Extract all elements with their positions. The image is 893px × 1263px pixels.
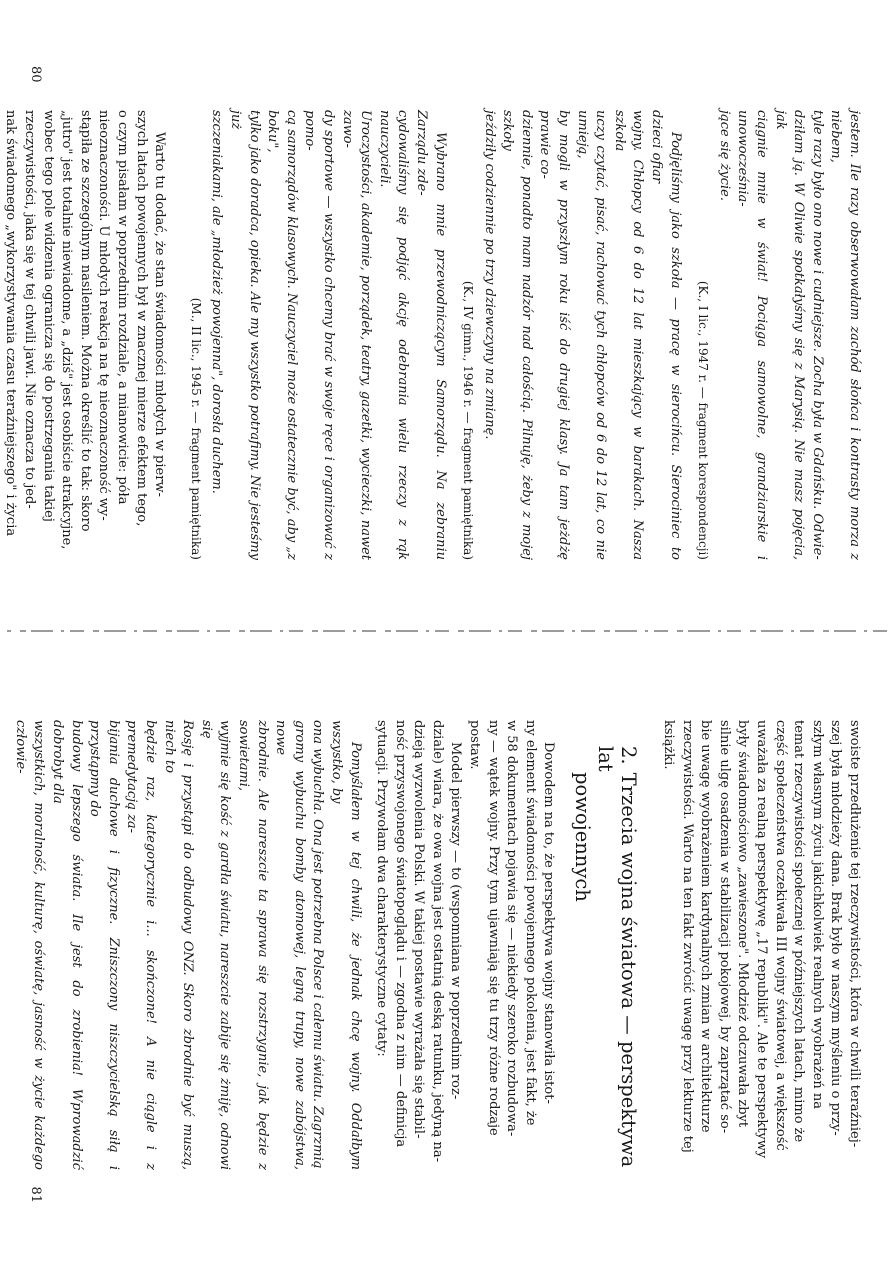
- text-line: były świadomościowo „zawieszone". Młodzież odczuwała zbyt: [735, 720, 751, 1128]
- text-line: będzie raz, kategorycznie i... skończone! A nie ciągle i z premedytacją za-: [124, 720, 158, 1170]
- letter-excerpt: [714, 110, 863, 560]
- section-title: Trzecia wojna światowa — perspektywa lat: [594, 746, 641, 1168]
- text-line: wojny. Chłopcy od 6 do 12 lat mieszkający w barakach. Nasza szkoła: [611, 110, 646, 560]
- text-line: wobec tego pole widzenia ogranicza się do postrzegania takiej: [40, 110, 56, 522]
- text-line: szłym własnym życiu jakichkolwiek realnych wyobrażeń na: [809, 720, 825, 1110]
- text-line: Model pierwszy — to (wspomniana w poprzednim roz-: [448, 742, 464, 1100]
- text-line: Dowodem na to, że perspektywa wojny stanowiła istot-: [541, 742, 557, 1104]
- right-page: [0, 632, 893, 1263]
- heading-line: powojennych: [571, 772, 595, 902]
- source-citation: (K., I lic., 1947 r. — fragment korespondencji): [696, 280, 711, 560]
- text-line: swoiste przedłużenie tej rzeczywistości, która w chwili teraźniej-: [847, 720, 862, 1148]
- section-number: 2.: [617, 746, 641, 765]
- text-line: cą samorządów klasowych. Nauczyciel może ostatecznie być, aby „z boku",: [265, 110, 299, 560]
- text-line: książki.: [661, 720, 677, 770]
- text-line: uczy czytać, pisać, rachować tych chłopców od 6 do 12 lat, co nie umieją,: [574, 110, 609, 560]
- text-line: ny element świadomości powojennego pokolenia, jest fakt, że: [522, 720, 538, 1126]
- text-line: dy sportowe — wszystko chcemy brać w swoje ręce i organizować z pomo-: [302, 110, 336, 560]
- text-line: Warto tu dodać, że stan świadomości młodych w pierw-: [152, 132, 168, 497]
- text-line: szych latach powojennych był w znacznej mierze efektem tego,: [133, 110, 149, 527]
- text-line: szej była młodzieży dana. Brak było w naszym myśleniu o przy-: [828, 720, 844, 1136]
- text-line: budowy lepszego świata. Ile jest do zrobienia! Wprowadzić dobrobyt dla: [50, 720, 84, 1170]
- text-line: dziennie, ponadto mam nadzór nad całością. Pilnuję, żeby z mojej szkoły: [500, 110, 534, 560]
- body-paragraph: [0, 110, 168, 560]
- text-line: jące się życie.: [716, 110, 732, 201]
- text-line: rzeczywistości. Warto na ten fakt zwrócić uwagę przy lekturze tej: [679, 720, 695, 1153]
- text-line: by mogli w przyszłym roku iść do drugiej klasy. Ja tam jeżdżę prawie co-: [537, 110, 572, 560]
- text-line: gromy wybuchu bomby atomowej, legną trupy, nowe zabójstwa, nowe: [273, 720, 307, 1170]
- source-citation: (K., IV gimn., 1946 r. — fragment pamiętnika): [461, 280, 476, 560]
- text-line: jestem. Ile razy obserwowałam zachód słońca i kontrasty morza z niebem,: [828, 110, 862, 560]
- text-line: Pomyślałem w tej chwili, że jednak chcę wojny. Oddałbym wszystko, by: [328, 720, 363, 1170]
- text-line: tyle razy było ono nowe i cudniejsze. Zocha była w Gdańsku. Odwie-: [809, 110, 825, 560]
- right-page-text: [10, 720, 863, 1170]
- text-line: ność przyswojonego światopoglądu i — zgodna z nim — definicja: [392, 720, 408, 1148]
- text-line: bie uwagę wyobrażeniem kardynalnych zmian w architekturze: [698, 720, 714, 1133]
- text-line: w 58 dokumentach pojawia się — niekiedy szeroko rozbudowa-: [504, 720, 520, 1137]
- text-line: Rosję i przystąpi do odbudowy ONZ. Skoro zbrodnie być muszą, niech to: [161, 720, 196, 1170]
- heading-line: [594, 746, 640, 1170]
- left-page-text: [0, 110, 863, 560]
- text-line: Uroczystości, akademie, porządek, teatry, gazetki, wycieczki, nawet zawo-: [339, 110, 374, 560]
- text-line: sytuacji. Przywołam dwa charakterystyczne cytaty:: [374, 720, 390, 1057]
- text-line: temat rzeczywistości społecznej w późniejszych latach, mimo że: [791, 720, 807, 1143]
- text-line: szczeniakami, ale „młodzież powojenna", dorosła duchem.: [209, 110, 225, 494]
- text-line: Wybrano mnie przewodniczącym Samorządu. Na zebraniu Zarządu zde-: [413, 110, 448, 560]
- text-line: ona wybuchła. Ona jest potrzebna Polsce i całemu światu. Zagrzmią: [310, 720, 326, 1169]
- page-number: 81: [28, 1186, 43, 1203]
- body-paragraph: [372, 720, 465, 1170]
- text-line: Podjęliśmy jako szkoła — pracę w sierocińcu. Sierociniec to dzieci ofiar: [649, 110, 683, 560]
- continued-paragraph: [658, 720, 863, 1170]
- text-line: wszystkich, moralność, kulturę, oświatę, jasność w życie każdego człowie-: [12, 720, 47, 1170]
- text-line: stąpiła ze szczególnym nasileniem. Można określić to tak: skoro: [77, 110, 93, 532]
- text-line: cydowaliśmy się podjąć akcję odebrania wielu rzeczy z rąk nauczycieli.: [376, 110, 411, 560]
- body-paragraph: [465, 720, 558, 1170]
- text-line: ciągnie mnie w świat! Pociąga samowolne, grandziarskie i unowocześnia-: [735, 110, 770, 560]
- source-citation: (M., II lic., 1945 r. — fragment pamiętnika): [188, 297, 203, 560]
- text-line: silnie ulgę osadzenia w stabilizacji pokojowej, by zaprzątać so-: [716, 720, 732, 1134]
- text-line: rzeczywistości, jaka się w tej chwili jawi. Nie oznacza to jed-: [22, 110, 38, 509]
- text-line: ny — wątek wojny. Przy tym ujawniają się tu trzy różne rodzaje: [485, 720, 501, 1136]
- text-line: część społeczeństwa oczekiwała III wojny światowej, a większość: [772, 720, 788, 1151]
- section-heading: [571, 720, 640, 1170]
- text-line: tylko jako doradca, opieka. Ale my wszystko potrafimy. Nie jesteśmy już: [228, 110, 262, 560]
- text-line: jeździły codziennie po trzy dziewczyny na zmianę.: [481, 110, 497, 440]
- left-page: [0, 0, 893, 631]
- page-number: 80: [28, 66, 43, 83]
- text-line: uważała za realną perspektywę „17 republiki". Ale te perspektywy: [754, 720, 770, 1159]
- text-line: nieoznaczoności. U młodych reakcja na tę nieoznaczoność wy-: [96, 110, 112, 521]
- text-line: [0, 110, 1, 560]
- text-line: dziale) wiara, że owa wojna jest ostatnią deską ratunku, jedyną na-: [429, 720, 445, 1163]
- text-line: „jutro" jest totalnie niewiadome, a „dziś" jest osobiście atrakcyjne,: [59, 110, 75, 550]
- diary-excerpt-orphanage: [479, 110, 684, 560]
- text-line: nak świadomego „wykorzystywania czasu teraźniejszego" i życia: [3, 110, 19, 537]
- text-line: dzieją wyzwolenia Polski. W takiej postawie wyrażała się stabil-: [411, 720, 427, 1139]
- text-line: o czym pisałam w poprzednim rozdziale, a mianowicie: póła: [115, 110, 131, 505]
- text-line: bijania duchowe i fizyczne. Zniszczony niszczycielską siłą i przystąpmy do: [87, 720, 121, 1170]
- text-line: postaw.: [467, 720, 483, 770]
- text-line: dziłam ją. W Oliwie spotkałyśmy się z Marysią. Nie masz pojęcia, jak: [772, 110, 807, 560]
- quotation-war: [10, 720, 363, 1170]
- text-line: wyjmie się kość z gardła światu, nareszcie zabije się żmiję, odnowi się: [198, 720, 233, 1170]
- text-line: zbrodnie. Ale nareszcie ta sprawa się rozstrzygnie, jak będzie z sowietami,: [235, 720, 270, 1170]
- diary-excerpt-selfgovernment: [207, 110, 449, 560]
